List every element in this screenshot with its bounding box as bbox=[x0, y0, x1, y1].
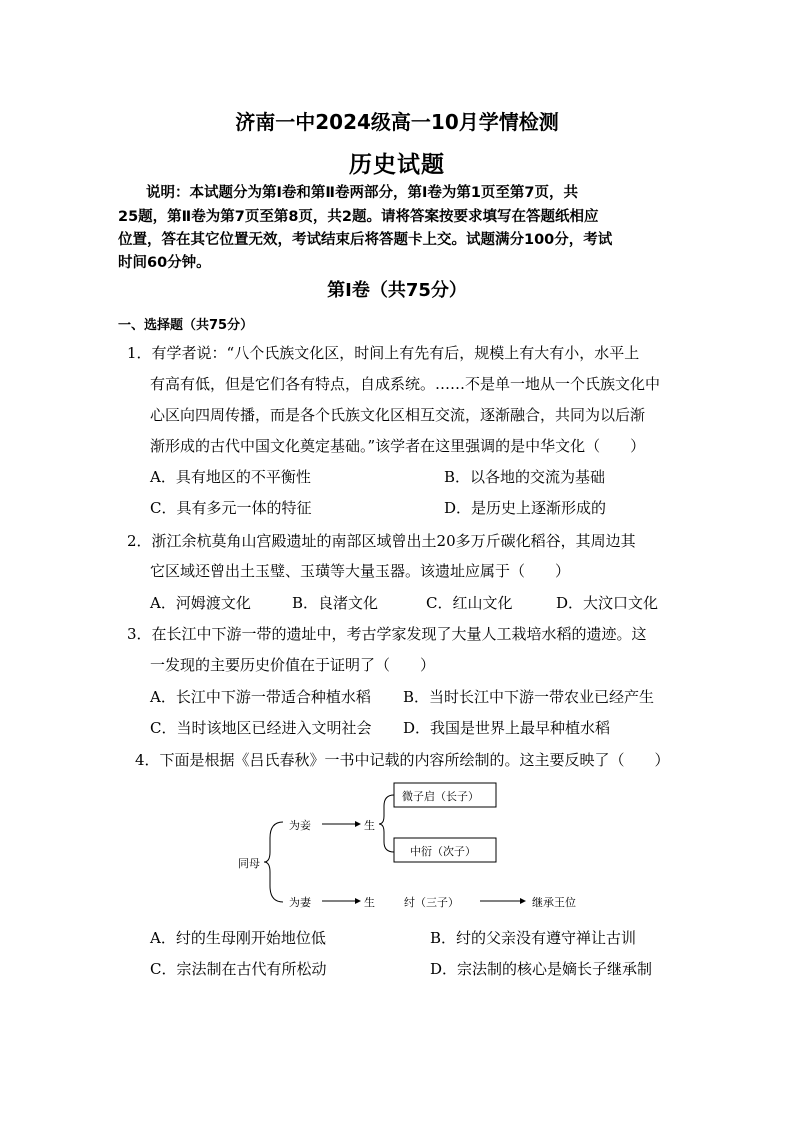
question-4-option-c[interactable]: C．宗法制在古代有所松动 bbox=[150, 960, 327, 978]
question-1-line-2: 有高有低，但是它们各有特点，自成系统。……不是单一地从一个氏族文化中 bbox=[150, 375, 661, 393]
arrow-head-3 bbox=[520, 898, 526, 904]
instructions-line-3: 位置，答在其它位置无效，考试结束后将答题卡上交。试题满分100分，考试 bbox=[118, 232, 613, 248]
diagram-child1: 微子启（长子） bbox=[402, 790, 479, 803]
exam-title: 济南一中2024级高一10月学情检测 bbox=[235, 110, 559, 134]
question-1-line-1: 1．有学者说：“八个氏族文化区，时间上有先有后，规模上有大有小，水平上 bbox=[127, 344, 640, 362]
question-3-option-b[interactable]: B．当时长江中下游一带农业已经产生 bbox=[403, 688, 655, 706]
root-bracket bbox=[264, 822, 283, 902]
question-2-option-a[interactable]: A．河姆渡文化 bbox=[150, 594, 251, 612]
diagram-born-top: 生 bbox=[364, 819, 375, 832]
question-2-line-2: 它区域还曾出土玉璧、玉璜等大量玉器。该遗址应属于（ ） bbox=[150, 562, 571, 580]
instructions-line-4: 时间60分钟。 bbox=[118, 255, 211, 271]
child-bracket bbox=[379, 795, 394, 852]
question-2-line-1: 2．浙江余杭莫角山宫殿遗址的南部区域曾出土20多万斤碳化稻谷，其周边其 bbox=[127, 532, 636, 550]
question-1-option-d[interactable]: D．是历史上逐渐形成的 bbox=[444, 499, 607, 517]
instructions-line-2: 25题，第Ⅱ卷为第7页至第8页，共2题。请将答案按要求填写在答题纸相应 bbox=[118, 209, 599, 225]
question-1-line-3: 心区向四周传播，而是各个氏族文化区相互交流，逐渐融合，共同为以后渐 bbox=[150, 406, 646, 424]
diagram-born-bottom: 生 bbox=[364, 896, 375, 909]
question-1-line-4: 渐形成的古代中国文化奠定基础。”该学者在这里强调的是中华文化（ ） bbox=[150, 437, 646, 455]
diagram-child2: 中衍（次子） bbox=[410, 845, 476, 858]
question-3-option-a[interactable]: A．长江中下游一带适合种植水稻 bbox=[150, 688, 371, 706]
question-3-option-c[interactable]: C．当时该地区已经进入文明社会 bbox=[150, 719, 372, 737]
instructions-line-1: 说明：本试题分为第Ⅰ卷和第Ⅱ卷两部分，第Ⅰ卷为第1页至第7页，共 bbox=[146, 185, 579, 201]
diagram-root: 同母 bbox=[238, 857, 260, 870]
question-4-option-b[interactable]: B．纣的父亲没有遵守禅让古训 bbox=[430, 929, 637, 947]
question-4-line-1: 4．下面是根据《吕氏春秋》一书中记载的内容所绘制的。这主要反映了（ ） bbox=[135, 751, 670, 769]
diagram-result: 继承王位 bbox=[532, 896, 576, 909]
question-4-option-d[interactable]: D．宗法制的核心是嫡长子继承制 bbox=[430, 960, 653, 978]
subject-title: 历史试题 bbox=[349, 152, 445, 178]
question-1-option-a[interactable]: A．具有地区的不平衡性 bbox=[150, 468, 311, 486]
question-3-line-1: 3．在长江中下游一带的遗址中，考古学家发现了大量人工栽培水稻的遗迹。这 bbox=[127, 625, 647, 643]
arrow-head-1 bbox=[355, 821, 361, 827]
question-3-line-2: 一发现的主要历史价值在于证明了（ ） bbox=[150, 656, 436, 674]
question-1-option-c[interactable]: C．具有多元一体的特征 bbox=[150, 499, 312, 517]
question-1-option-b[interactable]: B．以各地的交流为基础 bbox=[444, 468, 606, 486]
diagram-child3: 纣（三子） bbox=[404, 896, 459, 909]
diagram-branch-bottom: 为妻 bbox=[289, 896, 311, 909]
question-2-option-d[interactable]: D．大汶口文化 bbox=[556, 594, 659, 612]
question-2-option-b[interactable]: B．良渚文化 bbox=[292, 594, 379, 612]
question-3-option-d[interactable]: D．我国是世界上最早种植水稻 bbox=[403, 719, 611, 737]
section-title: 一、选择题（共75分） bbox=[118, 318, 254, 333]
diagram-branch-top: 为妾 bbox=[289, 819, 311, 832]
question-4-option-a[interactable]: A．纣的生母刚开始地位低 bbox=[150, 929, 326, 947]
question-2-option-c[interactable]: C．红山文化 bbox=[426, 594, 513, 612]
arrow-head-2 bbox=[355, 898, 361, 904]
part-title: 第Ⅰ卷（共75分） bbox=[327, 280, 467, 301]
